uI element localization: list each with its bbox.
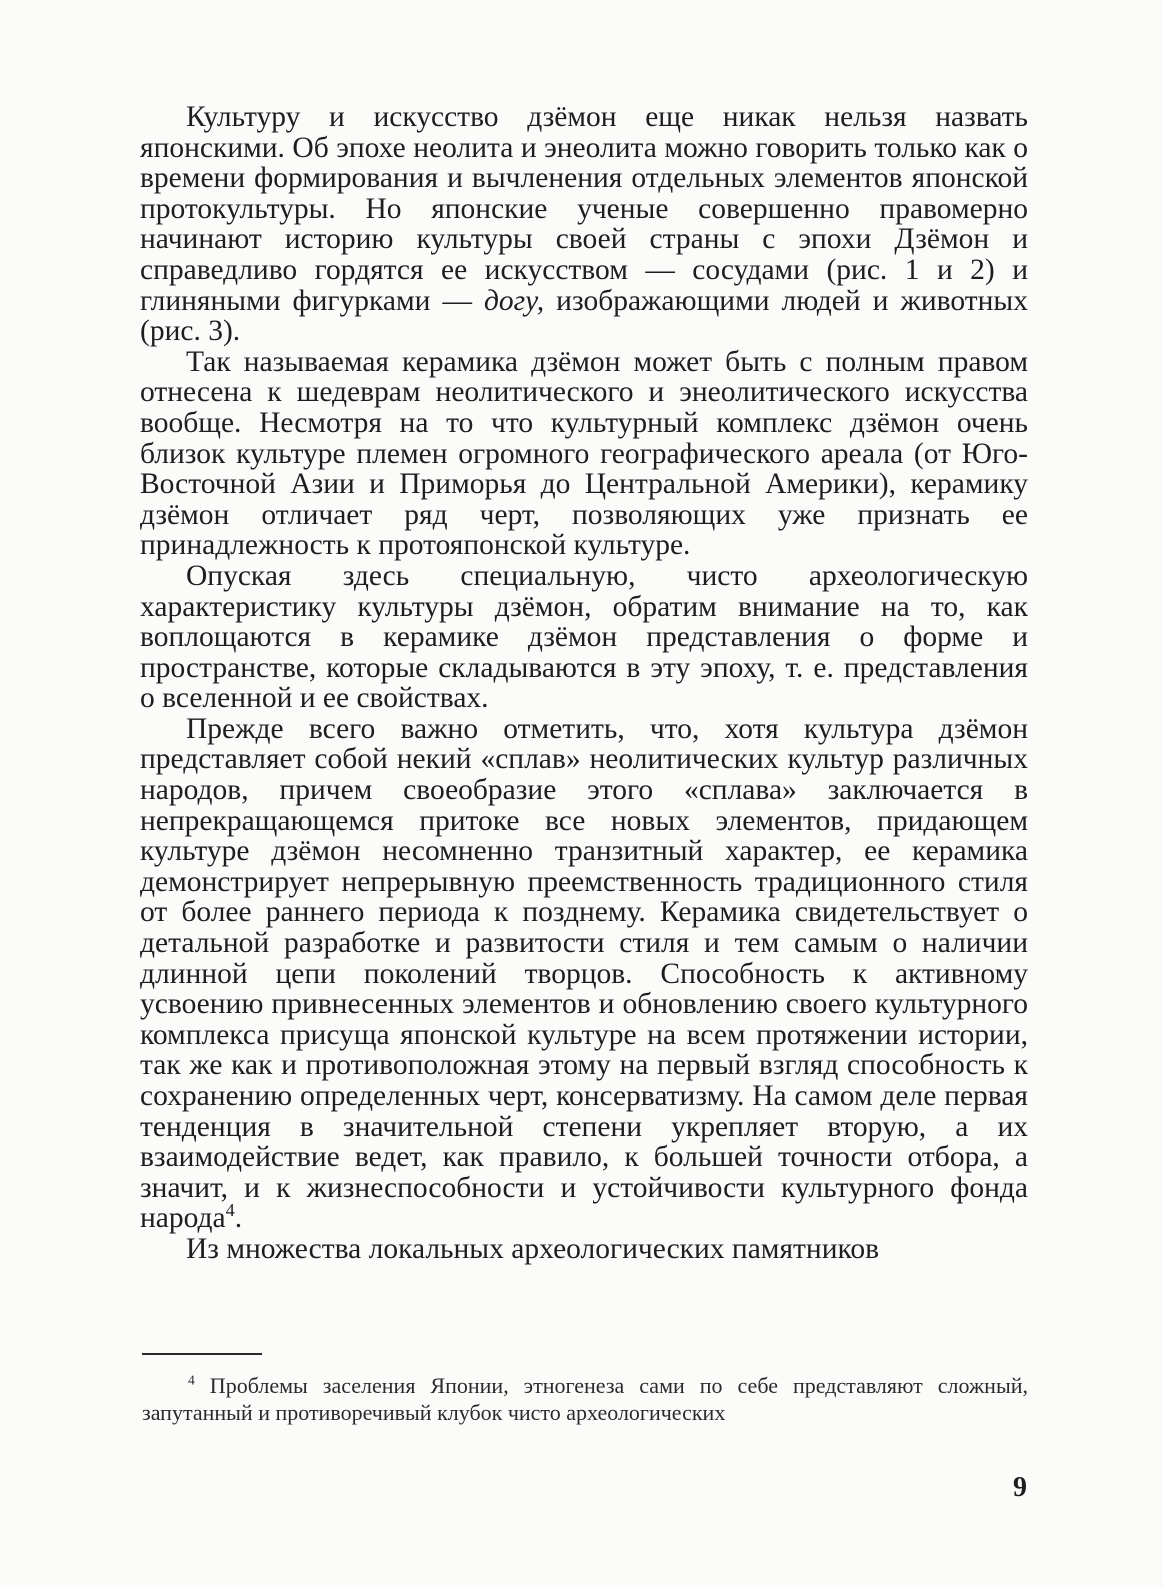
paragraph-4-text: Прежде всего важно отметить, что, хотя культура дзёмон представляет собой некий «сплав» неолитических культур различных народов, причем своеобразие этого «сплава» заключается в непрекращающемся притоке все новых элементов, придающем культуре дзёмон несомненно транзитный характер, ее керамика демонстрирует непрерывную преемственность традиционного стиля от более раннего периода к позднему. Керамика свидетельствует о детальной разработке и развитости стиля и тем самым о наличии длинной цепи поколений творцов. Способность к активному усвоению привнесенных элементов и обновлению своего культурного комплекса присуща японской культуре на всем протяжении истории, так же как и противоположная этому на первый взгляд способность к сохранению определенных черт, консерватизму. На самом деле первая тенденция в значительной степени укрепляет вторую, а их взаимодействие ведет, как правило, к большей точности отбора, а значит, и к жизнеспособности и устойчивости культурного фонда народа (140, 712, 1028, 1235)
paragraph-4 (140, 714, 1028, 1234)
paragraph-4-end: . (234, 1202, 243, 1235)
paragraph-3: Опуская здесь специальную, чисто археологическую характеристику культуры дзёмон, обратим внимание на то, как воплощаются в керамике дзёмон представления о форме и пространстве, которые складываются в эту эпоху, т. е. представления о вселенной и ее свойствах. (140, 559, 1028, 715)
italic-term-dogu: догу, (483, 284, 545, 317)
main-text (140, 102, 1028, 1265)
footnote-divider (142, 1353, 262, 1355)
paragraph-5: Из множества локальных археологических памятников (186, 1232, 880, 1265)
footnote-marker: 4 (188, 1372, 195, 1388)
footnote (142, 1372, 1028, 1426)
footnote-text: Проблемы заселения Японии, этногенеза сами по себе представляют сложный, запутанный и противоречивый клубок чисто археологических (142, 1373, 1028, 1425)
paragraph-1 (140, 102, 1028, 347)
paragraph-1-text: Культуру и искусство дзёмон еще никак нельзя назвать японскими. Об эпохе неолита и энеолита можно говорить только как о времени формирования и вычленения отдельных элементов японской протокультуры. Но японские ученые совершенно правомерно начинают историю культуры своей страны с эпохи Дзёмон и справедливо гордятся ее искусством — сосудами (рис. 1 и 2) и глиняными фигурками — (140, 101, 1028, 317)
paragraph-2: Так называемая керамика дзёмон может быть с полным правом отнесена к шедеврам неолитического и энеолитического искусства вообще. Несмотря на то что культурный комплекс дзёмон очень близок культуре племен огромного географического ареала (от Юго-Восточной Азии и Приморья до Центральной Америки), керамику дзёмон отличает ряд черт, позволяющих уже признать ее принадлежность к протояпонской культуре. (140, 345, 1028, 562)
paragraph-1-tail: изображающими людей и животных (рис. 3). (140, 284, 1028, 348)
footnote-reference: 4 (225, 1200, 235, 1221)
page-number: 9 (1013, 1472, 1027, 1503)
